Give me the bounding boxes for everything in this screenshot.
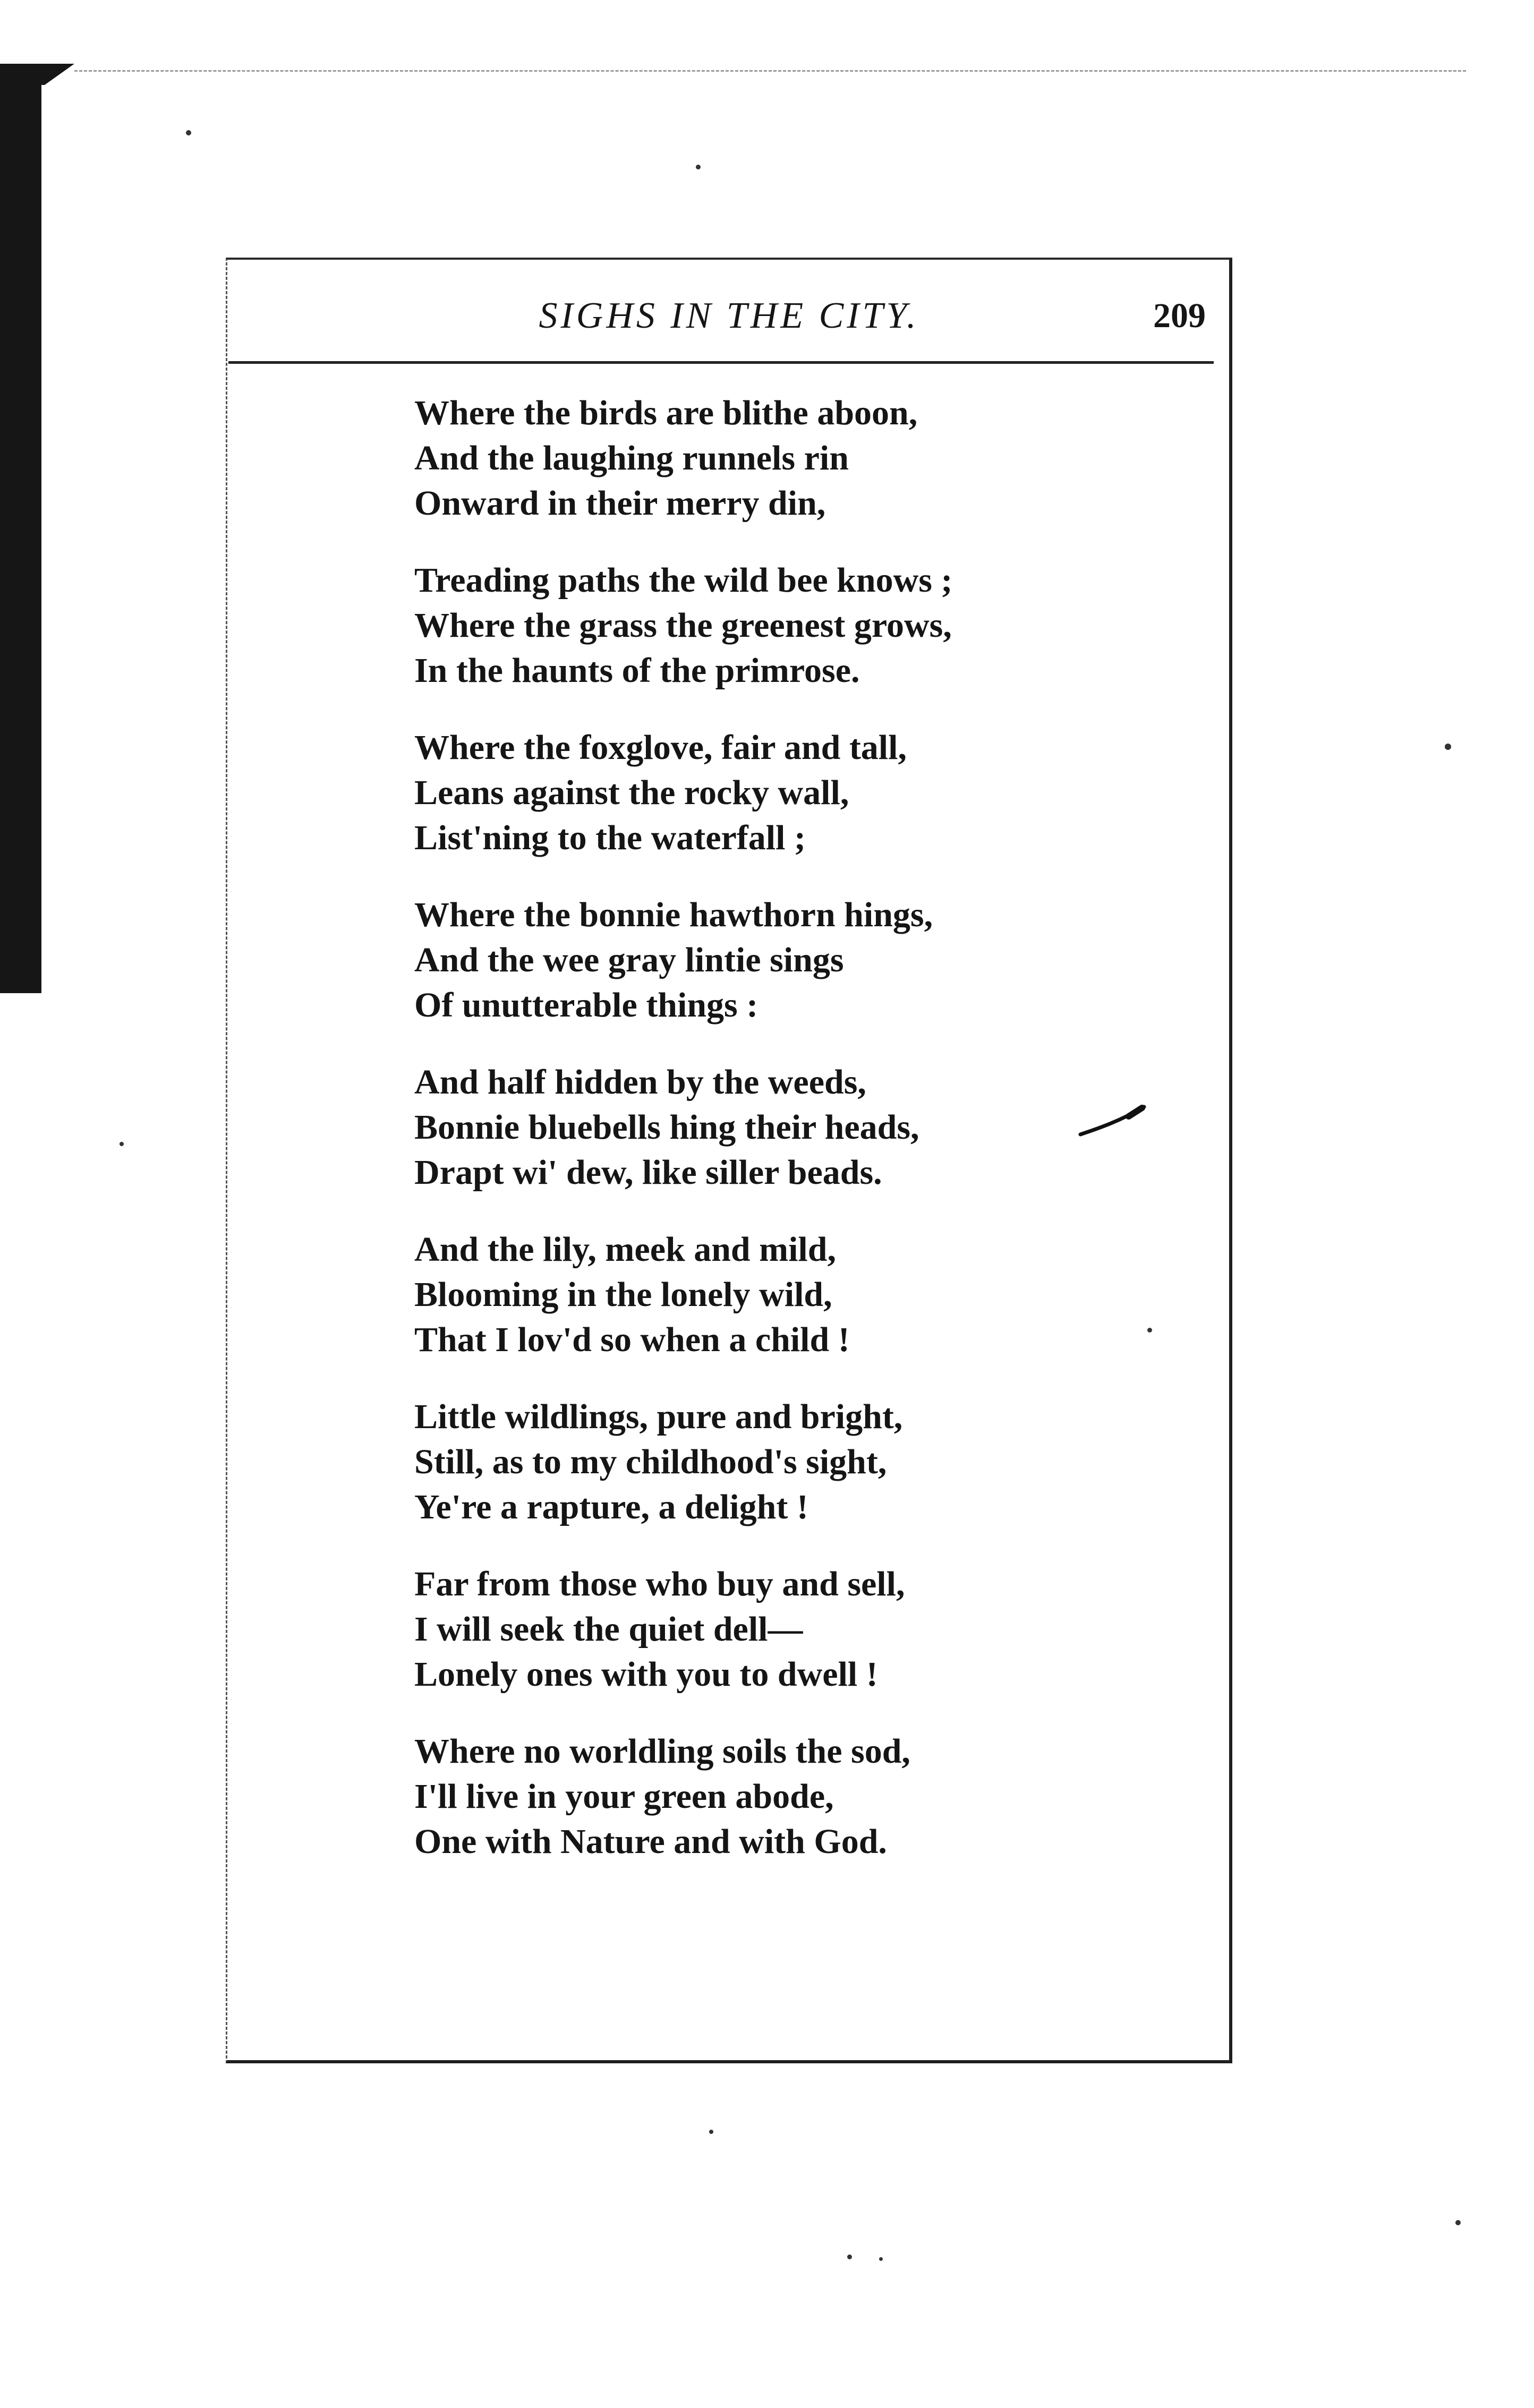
verse-line: Where no worldling soils the sod, [414,1732,910,1771]
verse-line: Where the birds are blithe aboon, [414,394,918,432]
verse-line: Treading paths the wild bee knows ; [414,561,953,600]
verse-line: And the lily, meek and mild, [414,1230,836,1269]
page-top-edge [74,70,1466,72]
verse-line: List'ning to the waterfall ; [414,818,806,857]
verse-line: Where the foxglove, fair and tall, [414,728,907,767]
verse-line: And half hidden by the weeds, [414,1063,866,1101]
verse-line: Little wildlings, pure and bright, [414,1397,903,1436]
pen-mark-icon [1078,1105,1147,1137]
speck-mark [1445,744,1451,750]
verse-line: Lonely ones with you to dwell ! [414,1655,878,1694]
speck-mark [186,130,191,135]
stanza [414,892,1158,1028]
verse-line: Of unutterable things : [414,986,759,1024]
running-head [226,289,1232,353]
speck-mark [847,2255,852,2259]
running-title: SIGHS IN THE CITY. [539,295,919,336]
verse-line: One with Nature and with God. [414,1822,887,1861]
verse-line: I'll live in your green abode, [414,1777,834,1816]
stanza [414,558,1158,693]
stanza [414,1060,1158,1195]
verse-line: Bonnie bluebells hing their heads, [414,1108,919,1147]
verse-line: Ye're a rapture, a delight ! [414,1488,808,1526]
stanza [414,1227,1158,1362]
page-number: 209 [1153,296,1206,335]
verse-line: Blooming in the lonely wild, [414,1275,832,1314]
verse-line: Drapt wi' dew, like siller beads. [414,1153,882,1192]
speck-mark [1455,2220,1461,2225]
speck-mark [879,2257,883,2261]
speck-mark [1147,1328,1152,1333]
verse-line: In the haunts of the primrose. [414,651,860,690]
verse-line: Where the grass the greenest grows, [414,606,952,645]
stanza [414,725,1158,860]
verse-line: Where the bonnie hawthorn hings, [414,895,933,934]
verse-line: And the laughing runnels rin [414,439,849,477]
binding-edge-shadow [0,69,41,993]
stanza [414,1729,1158,1864]
verse-line: Far from those who buy and sell, [414,1565,905,1603]
verse-line: Still, as to my childhood's sight, [414,1442,887,1481]
verse-line: Onward in their merry din, [414,484,826,523]
speck-mark [120,1142,124,1146]
header-rule [228,361,1214,364]
verse-line: I will seek the quiet dell— [414,1610,803,1649]
speck-mark [696,165,701,169]
poem-body [414,390,1158,1896]
stanza [414,390,1158,526]
verse-line: That I lov'd so when a child ! [414,1320,850,1359]
stanza [414,1394,1158,1530]
verse-line: And the wee gray lintie sings [414,941,844,979]
verse-line: Leans against the rocky wall, [414,773,849,812]
stanza [414,1561,1158,1697]
speck-mark [709,2130,713,2134]
